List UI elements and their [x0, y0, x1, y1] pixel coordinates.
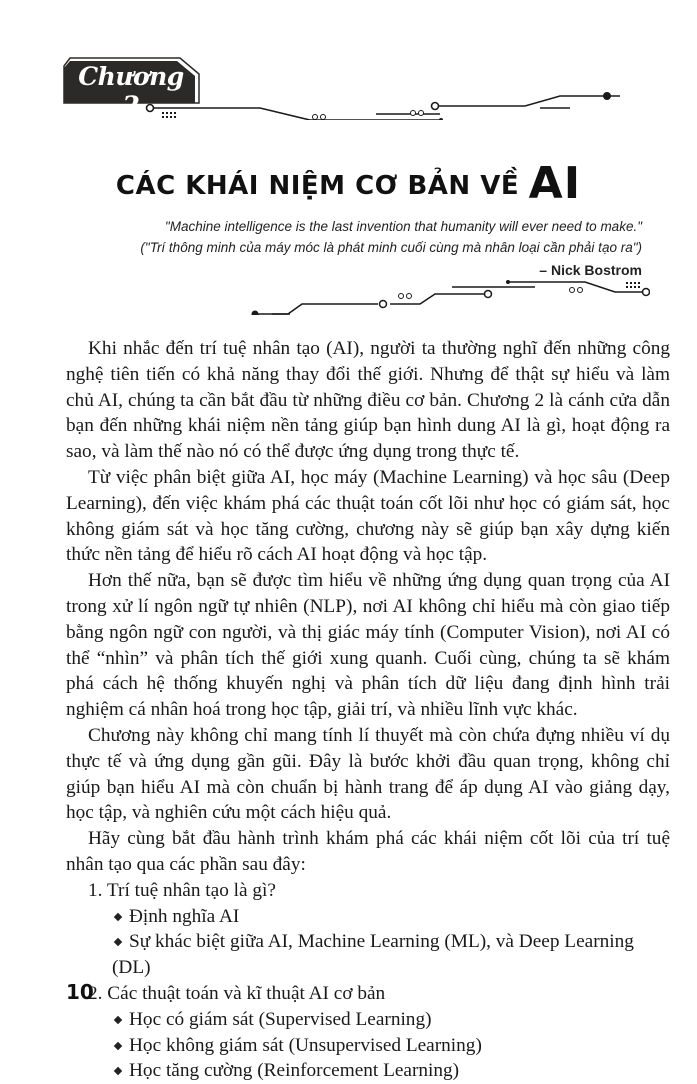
epigraph-quote-vietnamese: ("Trí thông minh của máy móc là phát minh cuối cùng mà nhân loại cần phải tạo ra") — [140, 240, 642, 255]
paragraph: Hãy cùng bắt đầu hành trình khám phá các khái niệm cốt lõi của trí tuệ nhân tạo qua các phần sau đây: — [66, 828, 670, 875]
sub-item-text: Định nghĩa AI — [129, 905, 240, 927]
circuit-decoration-top — [140, 70, 620, 120]
paragraph: Khi nhắc đến trí tuệ nhân tạo (AI), người ta thường nghĩ đến những công nghệ tiên tiến có khả năng thay đổi thế giới. Nhưng để thật sự hiểu và làm chủ AI, chúng ta cần bắt đầu từ những điều cơ bản. Chương 2 là cánh cửa dẫn bạn đến những khái niệm nền tảng giúp bạn hình dung AI là gì, hoạt động ra sao, và làm thế nào nó có thể được ứng dụng trong thực tế. — [66, 338, 670, 463]
sub-item-text: Học không giám sát (Unsupervised Learning) — [129, 1034, 482, 1056]
paragraph: Chương này không chỉ mang tính lí thuyết mà còn chứa đựng nhiều ví dụ thực tế và ứng dụng gần gũi. Đây là bước khởi đầu quan trọng, không chỉ giúp bạn hiểu AI mà còn chuẩn bị hành trang để áp dụng AI vào giảng dạy, học tập, và nghiên cứu một cách hiệu quả. — [66, 724, 670, 824]
dot-grid-icon — [626, 282, 640, 288]
section-item-2: 2. Các thuật toán và kĩ thuật AI cơ bản — [88, 982, 386, 1004]
circuit-decoration-bottom — [230, 270, 650, 315]
sub-item-text: Học có giám sát (Supervised Learning) — [129, 1008, 432, 1030]
sub-item — [66, 1058, 670, 1084]
sub-item-text: Học tăng cường (Reinforcement Learning) — [129, 1060, 460, 1082]
sub-item — [66, 904, 670, 930]
sub-item — [66, 929, 670, 981]
bullet-icon — [114, 1041, 122, 1049]
bullet-icon — [114, 938, 122, 946]
section-item-1: 1. Trí tuệ nhân tạo là gì? — [88, 879, 276, 901]
bullet-icon — [114, 1015, 122, 1023]
page-number: 10 — [66, 980, 94, 1004]
sub-item-text: Sự khác biệt giữa AI, Machine Learning (ML), và Deep Learning (DL) — [112, 931, 634, 979]
bullet-icon — [114, 1067, 122, 1075]
chapter-title — [0, 158, 697, 209]
sub-item — [66, 1007, 670, 1033]
chapter-title-text: CÁC KHÁI NIỆM CƠ BẢN VỀ — [115, 171, 520, 201]
bullet-icon — [114, 912, 122, 920]
section-list — [66, 878, 670, 1084]
body-text — [66, 336, 670, 1084]
epigraph-author: – Nick Bostrom — [539, 262, 642, 278]
epigraph-quote-english: "Machine intelligence is the last invention that humanity will ever need to make." — [164, 219, 642, 234]
paragraph: Hơn thế nữa, bạn sẽ được tìm hiểu về những ứng dụng quan trọng của AI trong xử lí ngôn ngữ tự nhiên (NLP), nơi AI không chỉ hiểu mà còn giao tiếp bằng ngôn ngữ con người, và thị giác máy tính (Computer Vision), nơi AI có thể “nhìn” và phân tích thế giới xung quanh. Cuối cùng, chúng ta sẽ khám phá cách hệ thống khuyến nghị và phân tích dữ liệu đang định hình trải nghiệm cá nhân hoá trong học tập, giải trí, và nhiều lĩnh vực khác. — [66, 570, 670, 721]
sub-item — [66, 1033, 670, 1059]
chapter-label: Chương 2 — [78, 62, 184, 120]
chapter-title-ai: AI — [528, 158, 582, 209]
paragraph: Từ việc phân biệt giữa AI, học máy (Machine Learning) và học sâu (Deep Learning), đến việc khám phá các thuật toán cốt lõi như học có giám sát, học không giám sát và học tăng cường, chương này sẽ giúp bạn xây dựng kiến thức nền tảng để hiểu rõ cách AI hoạt động và học tập. — [66, 466, 670, 566]
dot-grid-icon — [162, 112, 176, 118]
